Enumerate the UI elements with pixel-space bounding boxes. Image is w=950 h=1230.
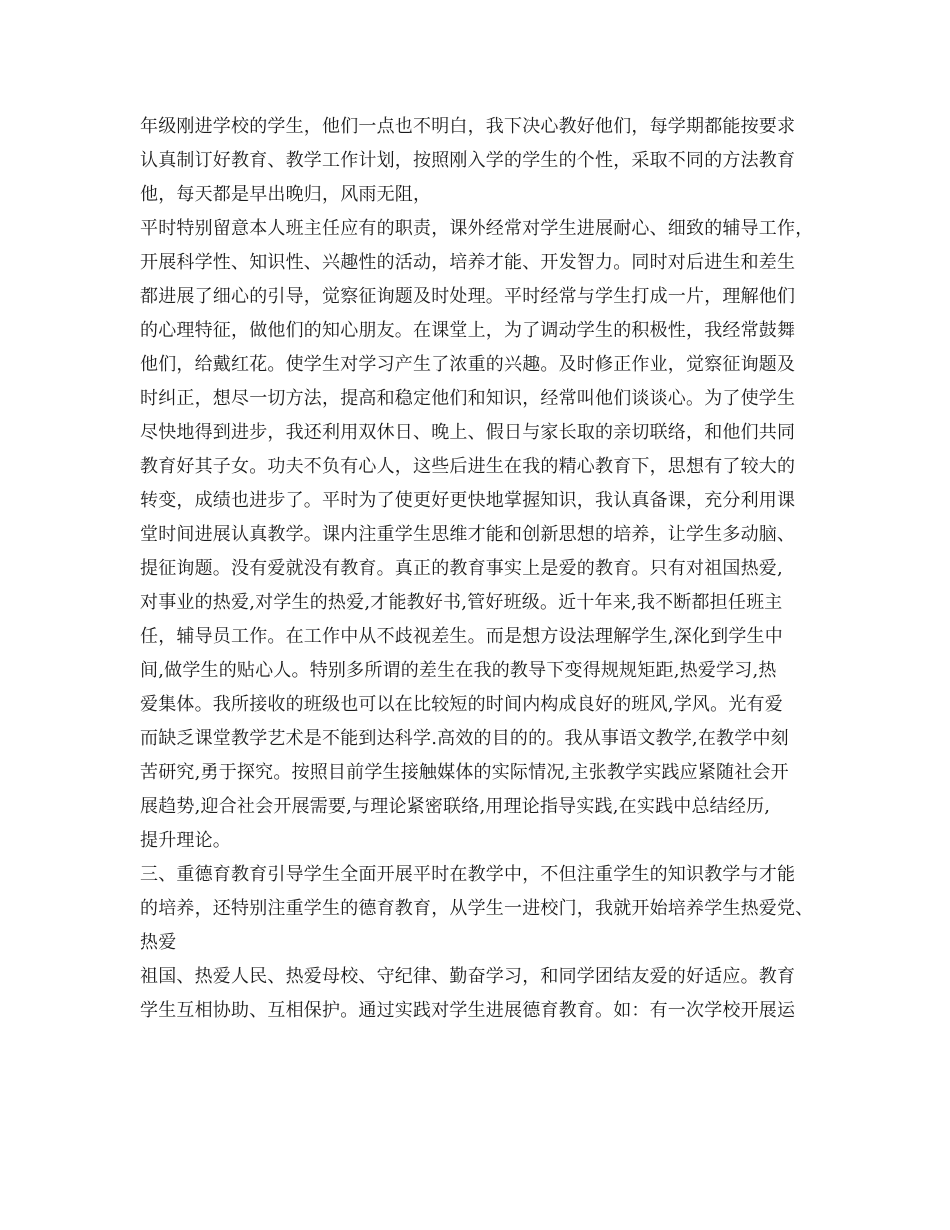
text-line: 他，每天都是早出晚归，风雨无阻，: [140, 184, 432, 205]
text-line: 的培养，还特别注重学生的德育教育，从学生一进校门，我就开始培养学生热爱党、: [140, 898, 814, 919]
text-line: 认真制订好教育、教学工作计划，按照刚入学的学生的个性，采取不同的方法教育: [140, 150, 796, 171]
text-line: 转变，成绩也进步了。平时为了使更好更快地掌握知识，我认真备课，充分利用课: [140, 490, 796, 511]
text-line: 教育好其子女。功夫不负有心人，这些后进生在我的精心教育下，思想有了较大的: [140, 456, 796, 477]
text-line: 展趋势,迎合社会开展需要,与理论紧密联络,用理论指导实践,在实践中总结经历,: [140, 796, 771, 817]
text-line: 年级刚进学校的学生，他们一点也不明白，我下决心教好他们，每学期都能按要求: [140, 116, 796, 137]
text-line: 提升理论。: [140, 830, 231, 851]
text-line: 的心理特征，做他们的知心朋友。在课堂上，为了调动学生的积极性，我经常鼓舞: [140, 320, 796, 341]
text-line: 开展科学性、知识性、兴趣性的活动，培养才能、开发智力。同时对后进生和差生: [140, 252, 796, 273]
text-line: 间,做学生的贴心人。特别多所谓的差生在我的教导下变得规规矩距,热爱学习,热: [140, 660, 777, 681]
text-line: 祖国、热爱人民、热爱母校、守纪律、勤奋学习，和同学团结友爱的好适应。教育: [140, 966, 796, 987]
text-line: 堂时间进展认真教学。课内注重学生思维才能和创新思想的培养，让学生多动脑、: [140, 524, 796, 545]
text-line: 平时特别留意本人班主任应有的职责，课外经常对学生进展耐心、细致的辅导工作，: [140, 218, 814, 239]
text-line: 爱集体。我所接收的班级也可以在比较短的时间内构成良好的班风,学风。光有爱: [140, 694, 783, 715]
text-line: 对事业的热爱,对学生的热爱,才能教好书,管好班级。近十年来,我不断都担任班主: [140, 592, 783, 613]
text-line: 尽快地得到进步，我还利用双休日、晚上、假日与家长取的亲切联络，和他们共同: [140, 422, 796, 443]
text-line: 他们，给戴红花。使学生对学习产生了浓重的兴趣。及时修正作业，觉察征询题及: [140, 354, 796, 375]
text-line: 都进展了细心的引导，觉察征询题及时处理。平时经常与学生打成一片，理解他们: [140, 286, 796, 307]
text-line: 提征询题。没有爱就没有教育。真正的教育事实上是爱的教育。只有对祖国热爱,: [140, 558, 783, 579]
text-line: 三、重德育教育引导学生全面开展平时在教学中，不但注重学生的知识教学与才能: [140, 864, 796, 885]
text-line: 而缺乏课堂教学艺术是不能到达科学.高效的目的的。我从事语文教学,在教学中刻: [140, 728, 789, 749]
text-line: 苦研究,勇于探究。按照目前学生接触媒体的实际情况,主张教学实践应紧随社会开: [140, 762, 789, 783]
text-line: 热爱: [140, 932, 177, 953]
document-body: [140, 110, 820, 1028]
text-line: 学生互相协助、互相保护。通过实践对学生进展德育教育。如：有一次学校开展运: [140, 1000, 796, 1021]
text-line: 时纠正，想尽一切方法，提高和稳定他们和知识，经常叫他们谈谈心。为了使学生: [140, 388, 796, 409]
text-line: 任，辅导员工作。在工作中从不歧视差生。而是想方设法理解学生,深化到学生中: [140, 626, 783, 647]
